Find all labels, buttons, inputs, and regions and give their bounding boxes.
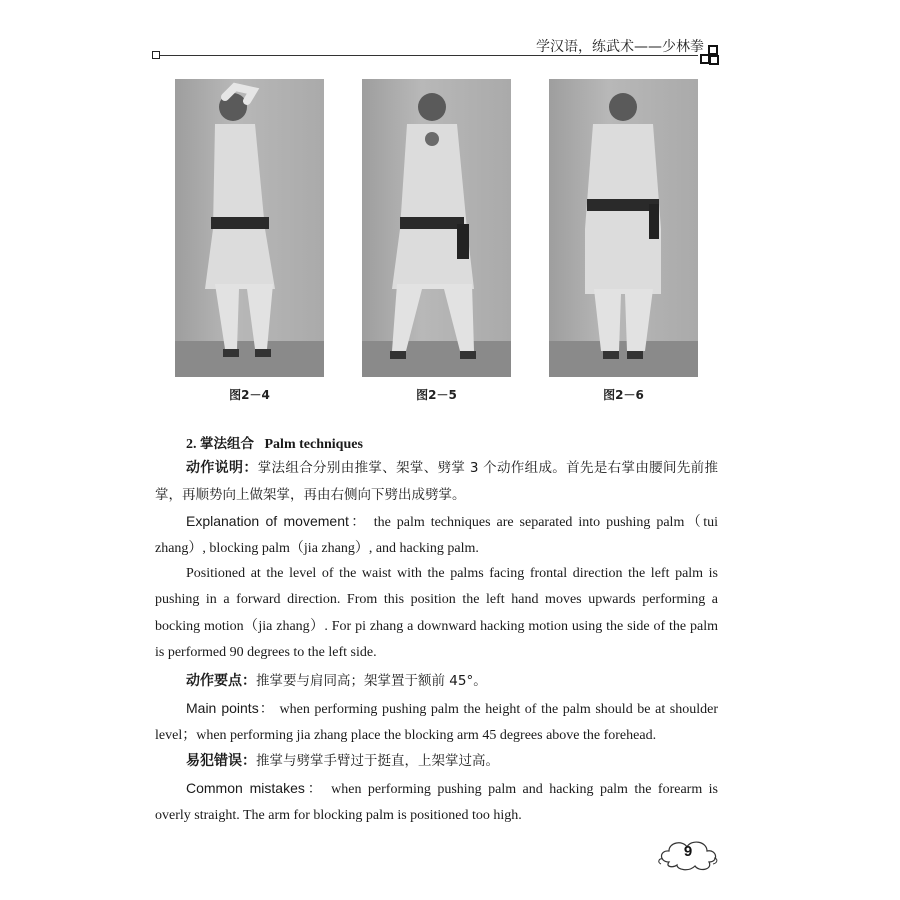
explanation-zh-label: 动作说明： — [186, 460, 258, 476]
section-number: 2. — [186, 437, 197, 452]
mistakes-en-paragraph — [155, 775, 718, 830]
section-title-zh: 掌法组合 — [200, 436, 254, 452]
explanation-zh-text: 掌法组合分别由推掌、架掌、劈掌 3 个动作组成。首先是右掌由腰间先前推掌，再顺势向上做架掌，再由右侧向下劈出成劈掌。 — [155, 460, 719, 504]
figure-caption: 图2－6 — [603, 388, 644, 402]
figure-caption: 图2－5 — [416, 388, 457, 402]
explanation-en-label: Explanation of movement： — [186, 513, 368, 529]
key-points-zh-paragraph — [155, 668, 718, 695]
section-heading — [186, 432, 363, 453]
martial-artist-figure-illustration — [549, 79, 698, 377]
mistakes-zh-label: 易犯错误： — [186, 753, 256, 769]
header-square-ornament — [152, 51, 160, 59]
page-number: 9 — [683, 843, 693, 860]
martial-artist-figure-illustration — [362, 79, 511, 377]
key-points-en-label: Main points： — [186, 700, 275, 716]
explanation-en-paragraph — [155, 508, 718, 563]
explanation-zh-paragraph — [155, 455, 718, 510]
photo-figure-2-4 — [175, 79, 324, 377]
key-points-en-text: when performing pushing palm the height of the palm should be at shoulder level；when performing jia zhang place the blocking arm 45 degrees above the forehead. — [155, 702, 719, 744]
figure-caption: 图2－4 — [229, 388, 270, 402]
mistakes-en-text: when performing pushing palm and hacking palm the forearm is overly straight. The arm for blocking palm is positioned too high. — [155, 782, 719, 824]
martial-artist-figure-illustration — [175, 79, 324, 377]
mistakes-zh-paragraph — [155, 748, 718, 775]
photo-figure-2-6 — [549, 79, 698, 377]
mistakes-en-label: Common mistakes： — [186, 780, 325, 796]
movement-detail-paragraph: Positioned at the level of the waist with the palms facing frontal direction the left palm is pushing in a forward direction. From this position the left hand moves upwards performing a bocking motion（jia zhang）. For pi zhang a downward hacking motion using the side of the palm is performed 90 degrees to the left side. — [155, 566, 718, 660]
section-title-en: Palm techniques — [264, 437, 363, 452]
photo-figure-2-5 — [362, 79, 511, 377]
key-points-zh-label: 动作要点： — [186, 673, 256, 689]
key-points-en-paragraph — [155, 695, 718, 750]
explanation-en-text: the palm techniques are separated into pushing palm（tui zhang）, blocking palm（jia zhang）, and hacking palm. — [155, 515, 719, 557]
key-points-zh-text: 推掌要与肩同高；架掌置于额前 45°。 — [256, 673, 487, 689]
knot-ornament-icon — [700, 45, 720, 65]
mistakes-zh-text: 推掌与劈掌手臂过于挺直，上架掌过高。 — [256, 753, 499, 769]
running-header-title: 学汉语，练武术——少林拳 — [536, 39, 704, 55]
